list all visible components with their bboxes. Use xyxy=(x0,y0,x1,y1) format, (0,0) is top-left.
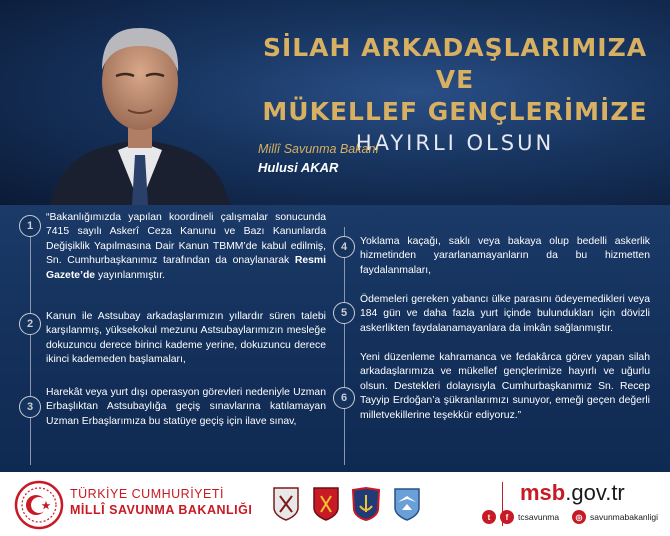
gendarmerie-emblem-icon xyxy=(312,486,340,522)
social-handle-1: tcsavunma xyxy=(518,512,560,522)
social-twitter-facebook[interactable] xyxy=(482,510,559,524)
item-number-badge: 1 xyxy=(19,215,41,237)
right-timeline-line xyxy=(344,227,345,465)
item-text-4: Yoklama kaçağı, saklı veya bakaya olup bedelli askerlik hizmetinden yararlanamayanların da bu hizmetten faydalanmaları, xyxy=(360,236,650,276)
item-text-6: Yeni düzenleme kahramanca ve fedakârca görev yapan silah arkadaşlarımıza ve mükellef gençlerimize hayırlı ve uğurlu olsun. Destekleri dolayısıyla Cumhurbaşkanımız Sn. Recep Tayyip Erdoğan’a şükranlarımızı sunuyor, emeği geçen değerli milletvekillerine teşekkür ediyoruz.” xyxy=(360,352,650,421)
footer xyxy=(0,472,670,536)
naval-forces-emblem-icon xyxy=(350,486,382,522)
brand-line2: MİLLÎ SAVUNMA BAKANLIĞI xyxy=(70,503,253,517)
header-banner xyxy=(0,0,670,205)
social-instagram[interactable] xyxy=(572,510,658,524)
instagram-icon: ◎ xyxy=(572,510,586,524)
website-main: msb xyxy=(520,480,566,505)
item-text-1-part-a: “Bakanlığımızda yapılan koordineli çalışmalar sonucunda 7415 sayılı Askerî Ceza Kanunu ve Bazı Kanunlarda Değişiklik Yapılmasına Dair Kanun TBMM’de kabul edilmiş, Sn. Cumhurbaşkanımız tarafından da onaylanarak xyxy=(46,212,326,267)
minister-signature xyxy=(258,142,379,175)
minister-portrait xyxy=(40,0,240,205)
website-rest: .gov.tr xyxy=(565,480,625,505)
statement-body xyxy=(0,205,670,472)
website-link[interactable] xyxy=(520,480,625,506)
item-number-badge: 3 xyxy=(19,396,41,418)
ministry-emblem-icon xyxy=(14,480,64,530)
item-number-badge: 6 xyxy=(333,387,355,409)
item-text-5: Ödemeleri gereken yabancı ülke parasını ödeyemedikleri veya 184 gün ve daha fazla yurt içinde bulundukları için dövizli askerlikten faydalanamayanlara da imkân sağlanmıştır. xyxy=(360,294,650,334)
minister-last-name: AKAR xyxy=(300,160,339,175)
minister-role: Millî Savunma Bakanı xyxy=(258,142,379,156)
twitter-icon: t xyxy=(482,510,496,524)
item-text-2: Kanun ile Astsubay arkadaşlarımızın yıllardır süren talebi karşılanmış, yüksekokul mezunu Astsubaylarımızın mesleğe dokuzuncu derece birinci kademe yerine, dokuzuncu derece ikinci kademeden başlamaları, xyxy=(46,311,326,366)
headline-line1: SİLAH ARKADAŞLARIMIZA VE xyxy=(262,33,648,94)
social-handle-2: savunmabakanligi xyxy=(590,512,659,522)
item-text-1-part-b: yayınlanmıştır. xyxy=(95,269,165,281)
brand-line1: TÜRKİYE CUMHURİYETİ xyxy=(70,487,224,501)
minister-first-name: Hulusi xyxy=(258,160,298,175)
headline-line3: HAYIRLI OLSUN xyxy=(355,131,555,155)
land-forces-emblem-icon xyxy=(272,486,300,522)
item-number-badge: 2 xyxy=(19,313,41,335)
item-number-badge: 4 xyxy=(333,236,355,258)
item-text-1-bold: Resmi Gazete’de xyxy=(46,255,326,281)
item-text-1 xyxy=(46,211,326,283)
facebook-icon: f xyxy=(500,510,514,524)
headline xyxy=(255,32,655,158)
air-forces-emblem-icon xyxy=(392,486,422,522)
headline-line2: MÜKELLEF GENÇLERİMİZE xyxy=(262,97,648,126)
minister-name xyxy=(258,160,379,175)
left-timeline-line xyxy=(30,227,31,465)
item-number-badge: 5 xyxy=(333,302,355,324)
item-text-3: Harekât veya yurt dışı operasyon görevleri nedeniyle Uzman Erbaşlıktan Astsubaylığa geçiş sınavlarına katılamayan Uzman Erbaşlarımıza bu statüye geçiş için ilave sınav, xyxy=(46,387,326,427)
